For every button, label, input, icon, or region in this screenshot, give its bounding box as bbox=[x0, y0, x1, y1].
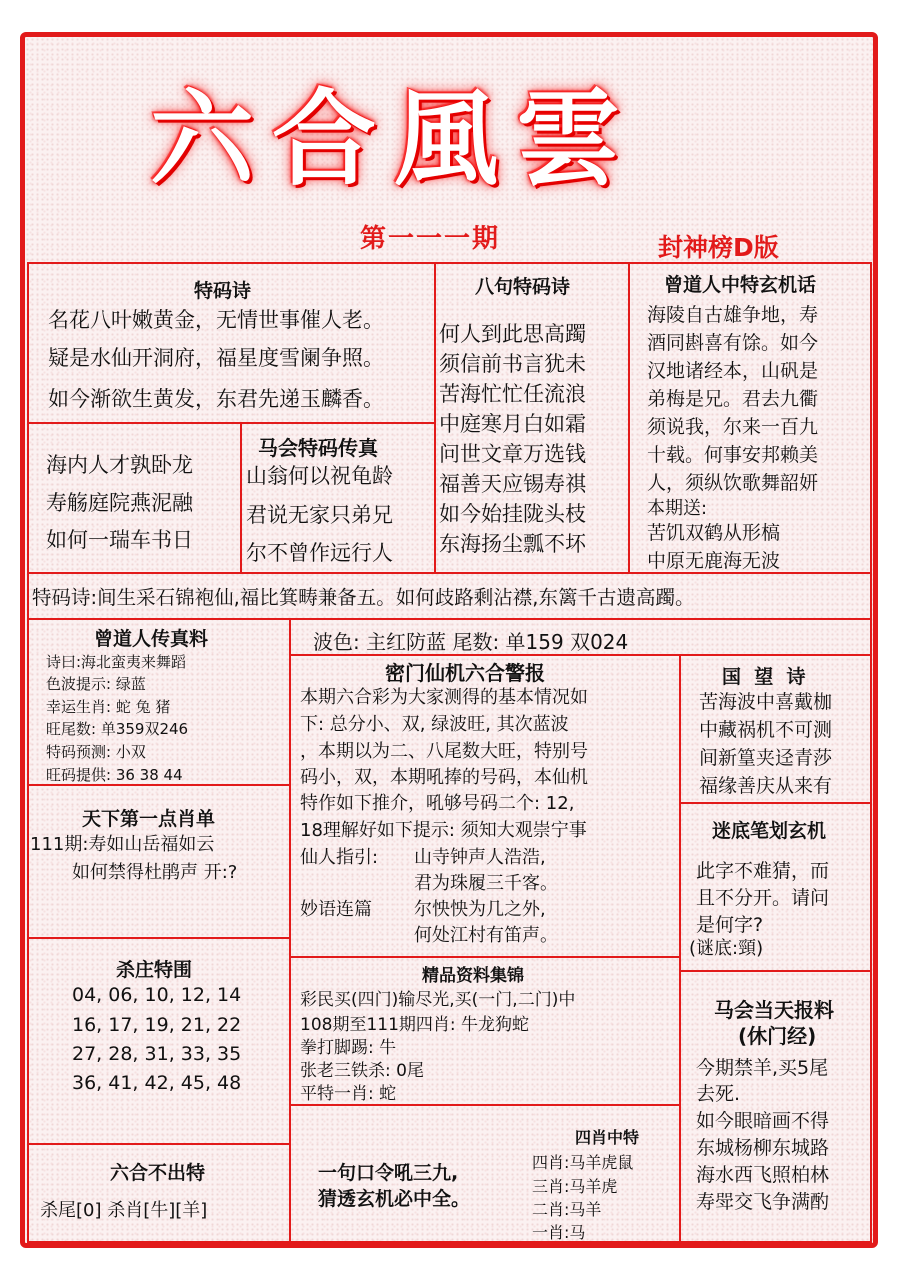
tema-poem-line: 疑是水仙开洞府，福星度雪阑争照。 bbox=[48, 346, 384, 370]
zeng-fax-heading: 曾道人传真料 bbox=[94, 628, 209, 650]
left-poem-line: 寿觞庭院燕泥融 bbox=[46, 491, 193, 515]
guowang-heading: 国 望 诗 bbox=[722, 666, 806, 688]
jingpin-line: 拳打脚踢: 牛 bbox=[300, 1038, 397, 1058]
mahui-fax-line: 尔不曾作远行人 bbox=[246, 541, 393, 565]
mimen-heading: 密门仙机六合警报 bbox=[385, 661, 545, 685]
slogan-line: 一句口令吼三九, bbox=[318, 1162, 459, 1184]
tema-poem-line: 如今渐欲生黄发，东君先递玉麟香。 bbox=[48, 387, 384, 411]
mahui-today-line: 东城杨柳东城路 bbox=[696, 1137, 830, 1159]
midi-line: 是何字? bbox=[696, 914, 764, 936]
guowang-line: 苦海波中喜戴枷 bbox=[699, 691, 833, 713]
mahui-fax-line: 山翁何以祝龟龄 bbox=[246, 464, 393, 488]
four-xiao-heading: 四肖中特 bbox=[575, 1128, 640, 1147]
mahui-today-line: 寿斝交飞争满酌 bbox=[696, 1191, 830, 1213]
tema-banner: 特码诗:间生采石锦袍仙,福比箕畴兼备五。如何歧路剩沾襟,东篱千古遗高躅。 bbox=[32, 586, 695, 609]
guowang-line: 中藏祸机不可测 bbox=[699, 719, 833, 741]
zeng-xuanji-line: 中原无鹿海无波 bbox=[647, 550, 781, 572]
shazhuang-row: 36, 41, 42, 45, 48 bbox=[72, 1072, 242, 1094]
zeng-fax-line: 特码预测: 小双 bbox=[46, 743, 146, 761]
slogan-line: 猜透玄机必中全。 bbox=[318, 1188, 471, 1210]
zeng-xuanji-line: 须说我，尔来一百九 bbox=[647, 416, 819, 438]
midi-line: (谜底:頸) bbox=[689, 938, 764, 959]
midi-line: 此字不难猜，而 bbox=[696, 860, 830, 882]
left-poem-line: 海内人才孰卧龙 bbox=[46, 453, 193, 477]
mahui-today-line: 去死. bbox=[696, 1083, 741, 1105]
mimen-line: 本期六合彩为大家测得的基本情况如 bbox=[300, 687, 588, 708]
liuhe-not-line: 杀尾[0] 杀肖[牛][羊] bbox=[40, 1200, 208, 1221]
eight-lines-heading: 八句特码诗 bbox=[475, 276, 571, 298]
zeng-xuanji-line: 海陵自古雄争地，寿 bbox=[647, 304, 819, 326]
four-xiao-line: 四肖:马羊虎鼠 bbox=[532, 1153, 634, 1172]
mimen-miaoyu-label: 妙语连篇 bbox=[300, 899, 372, 920]
shazhuang-row: 04, 06, 10, 12, 14 bbox=[72, 984, 242, 1006]
mahui-fax-heading: 马会特码传真 bbox=[258, 436, 378, 460]
zeng-fax-line: 色波提示: 绿蓝 bbox=[46, 675, 146, 693]
eight-lines-line: 福善天应锡寿祺 bbox=[439, 472, 586, 496]
eight-lines-line: 东海扬尘瓢不坏 bbox=[439, 532, 586, 556]
eight-lines-line: 如今始挂陇头枝 bbox=[439, 502, 586, 526]
mimen-hint-line: 山寺钟声人浩浩, bbox=[414, 847, 546, 868]
jingpin-line: 平特一肖: 蛇 bbox=[300, 1084, 397, 1104]
shazhuang-heading: 杀庄特围 bbox=[116, 959, 193, 981]
mimen-hint-line: 君为珠履三千客。 bbox=[414, 873, 558, 894]
eight-lines-line: 何人到此思高躅 bbox=[439, 322, 586, 346]
mimen-line: 特作如下推介，吼够号码二个: 12, bbox=[300, 793, 575, 814]
page-title: 六合風雲 bbox=[150, 78, 639, 200]
four-xiao-line: 一肖:马 bbox=[532, 1223, 586, 1242]
tianxia-line: 111期:寿如山岳福如云 bbox=[30, 834, 215, 855]
zeng-fax-line: 诗曰:海北蛮夷来舞蹈 bbox=[46, 653, 187, 671]
midi-heading: 迷底笔划玄机 bbox=[712, 820, 827, 842]
mimen-miaoyu-line: 何处江村有笛声。 bbox=[414, 925, 558, 946]
zeng-xuanji-line: 人，须纵饮歌舞韶妍 bbox=[647, 472, 819, 494]
eight-lines-line: 苦海忙忙任流浪 bbox=[439, 382, 586, 406]
tianxia-line: 如何禁得杜鹃声 开:? bbox=[72, 862, 238, 883]
midi-line: 且不分开。请问 bbox=[696, 887, 830, 909]
mahui-today-heading: 马会当天报料 bbox=[714, 998, 834, 1022]
zeng-xuanji-line: 苦饥双鹤从形槁 bbox=[647, 522, 781, 544]
wave-info: 波色: 主红防蓝 尾数: 单159 双024 bbox=[313, 630, 629, 654]
guowang-line: 间新篁夹迳青莎 bbox=[699, 747, 833, 769]
mahui-today-line: 如今眼暗画不得 bbox=[696, 1110, 830, 1132]
zeng-xuanji-line: 汉地诸经本，山矾是 bbox=[647, 360, 819, 382]
issue-number: 第一一一期 bbox=[360, 224, 501, 254]
guowang-line: 福缘善庆从来有 bbox=[699, 775, 833, 797]
left-poem-line: 如何一瑞车书日 bbox=[46, 528, 193, 552]
eight-lines-line: 中庭寒月白如霜 bbox=[439, 412, 586, 436]
edition-label: 封神榜D版 bbox=[658, 233, 779, 262]
mahui-today-line: 海水西飞照柏林 bbox=[696, 1164, 830, 1186]
zeng-xuanji-line: 十载。何事安邦赖美 bbox=[647, 444, 819, 466]
mimen-line: 码小，双，本期吼捧的号码，本仙机 bbox=[300, 767, 588, 788]
zeng-fax-line: 旺码提供: 36 38 44 bbox=[46, 766, 183, 784]
mimen-line: 下: 总分小、双, 绿波旺, 其次蓝波 bbox=[300, 714, 569, 735]
jingpin-line: 张老三铁杀: 0尾 bbox=[300, 1061, 424, 1081]
liuhe-not-heading: 六合不出特 bbox=[110, 1162, 206, 1184]
eight-lines-line: 问世文章万选钱 bbox=[439, 442, 586, 466]
eight-lines-line: 须信前书言犹未 bbox=[439, 352, 586, 376]
zeng-xuanji-line: 弟梅是兄。君去九衢 bbox=[647, 388, 819, 410]
jingpin-line: 108期至111期四肖: 牛龙狗蛇 bbox=[300, 1015, 530, 1035]
zeng-fax-line: 旺尾数: 单359双246 bbox=[46, 720, 189, 738]
shazhuang-row: 27, 28, 31, 33, 35 bbox=[72, 1043, 242, 1065]
zeng-xuanji-line: 本期送: bbox=[647, 498, 708, 519]
shazhuang-row: 16, 17, 19, 21, 22 bbox=[72, 1014, 242, 1036]
jingpin-line: 彩民买(四门)输尽光,买(一门,二门)中 bbox=[300, 990, 576, 1010]
mimen-hint-label: 仙人指引: bbox=[300, 847, 379, 868]
jingpin-heading: 精品资料集锦 bbox=[422, 966, 524, 986]
mahui-today-subheading: (休门经) bbox=[738, 1024, 817, 1048]
mahui-fax-line: 君说无家只弟兄 bbox=[246, 503, 393, 527]
zeng-xuanji-line: 酒同斟喜有馀。如今 bbox=[647, 332, 819, 354]
tema-poem-line: 名花八叶嫩黄金，无情世事催人老。 bbox=[48, 308, 384, 332]
mimen-line: 18理解好如下提示: 须知大观崇宁事 bbox=[300, 820, 587, 841]
tema-poem-heading: 特码诗 bbox=[194, 280, 252, 302]
mahui-today-line: 今期禁羊,买5尾 bbox=[696, 1057, 829, 1079]
tianxia-heading: 天下第一点肖单 bbox=[82, 808, 216, 830]
four-xiao-line: 三肖:马羊虎 bbox=[532, 1177, 618, 1196]
mimen-line: ，本期以为二、八尾数大旺，特别号 bbox=[300, 741, 588, 762]
zeng-fax-line: 幸运生肖: 蛇 兔 猪 bbox=[46, 698, 171, 716]
mimen-miaoyu-line: 尔怏怏为几之外, bbox=[414, 899, 546, 920]
zeng-xuanji-heading: 曾道人中特玄机话 bbox=[664, 274, 817, 296]
four-xiao-line: 二肖:马羊 bbox=[532, 1200, 602, 1219]
